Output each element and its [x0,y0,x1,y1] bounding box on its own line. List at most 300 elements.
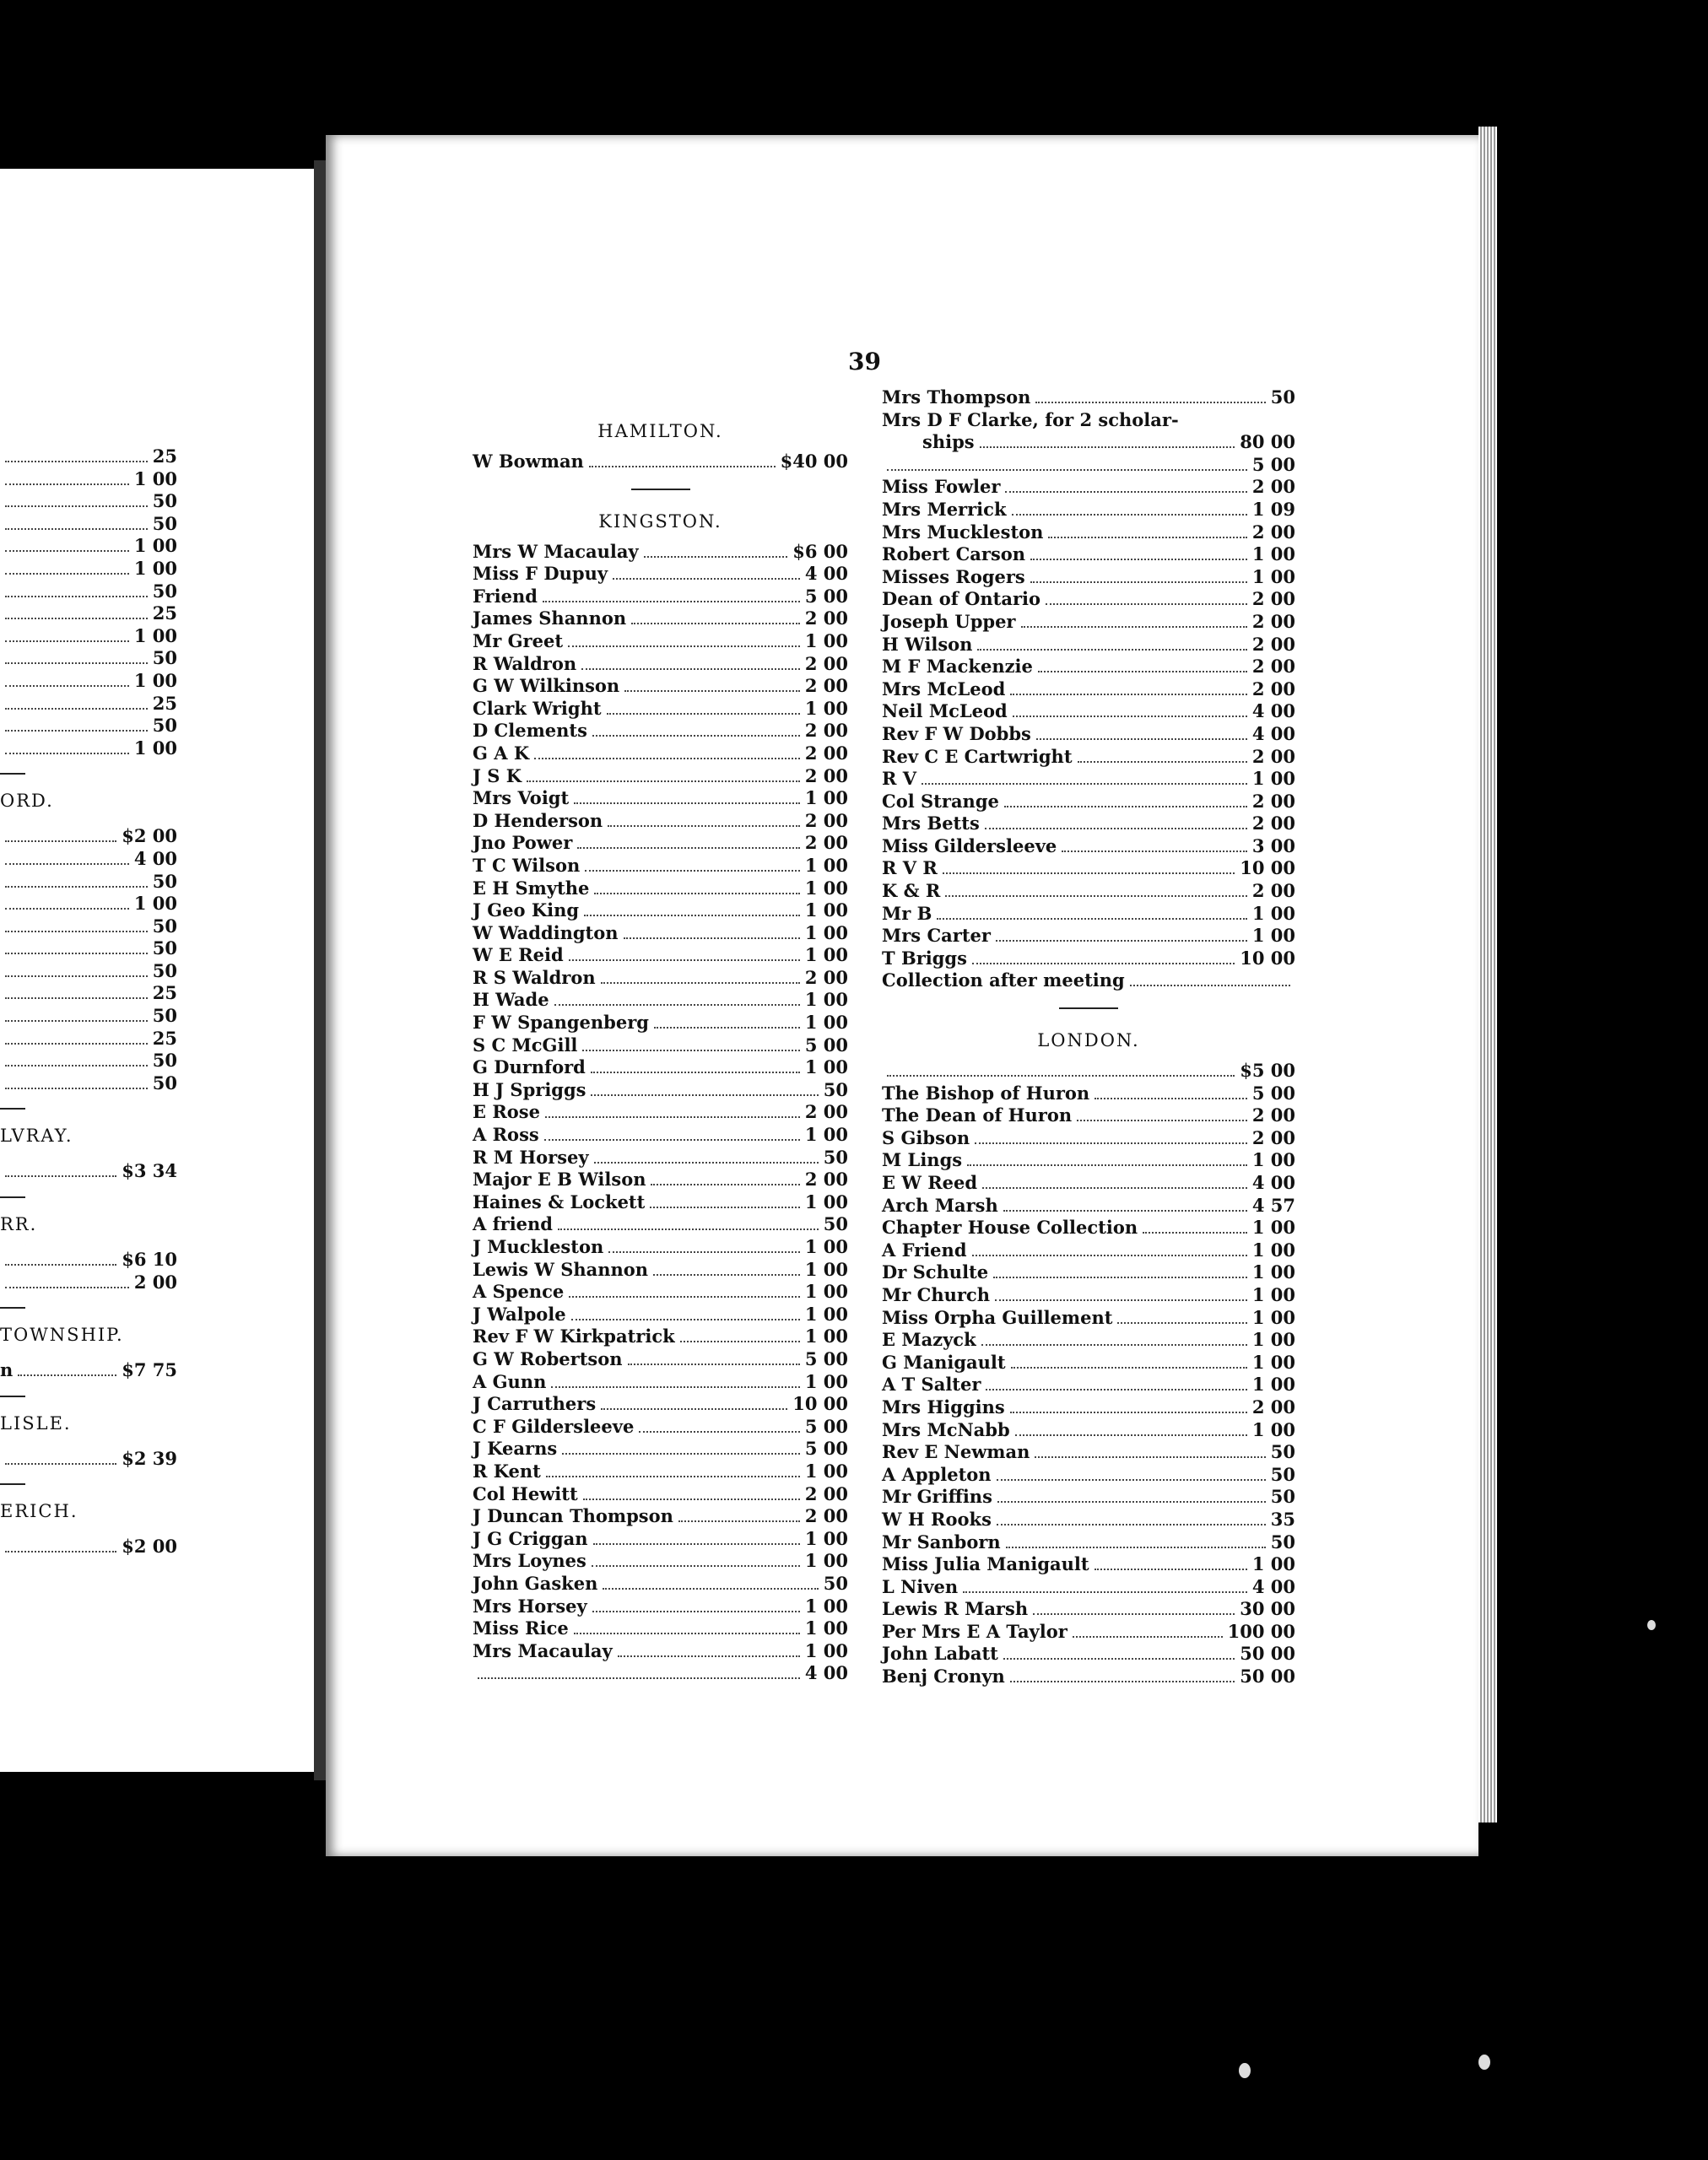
donor-name: K & R [882,880,941,902]
donor-name: Miss F Dupuy [473,563,608,585]
list-item [473,1617,848,1640]
donor-name: ships [922,431,975,453]
donation-amount: 1 00 [1251,768,1295,790]
leader-dots [1003,1210,1247,1212]
donation-amount: 2 00 [804,1482,848,1504]
donation-amount: 1 00 [1251,1418,1295,1440]
leader-dots [985,828,1247,829]
list-item [882,1464,1295,1487]
donation-amount: 1 00 [133,535,177,557]
debris-mark [1478,2055,1490,2070]
list-item [0,1072,177,1095]
section-heading: ERICH. [0,1501,78,1522]
list-item [882,678,1295,701]
leader-dots [653,1274,800,1276]
donation-amount: 50 [152,870,177,892]
donor-name: Mrs Loynes [473,1550,586,1572]
list-item [0,1448,177,1471]
list-item [882,409,1295,432]
donor-name: Mrs Macaulay [473,1639,613,1661]
list-item [882,1261,1295,1284]
donation-amount: 4 00 [1251,1172,1295,1193]
donation-amount: 50 [152,1072,177,1094]
list-item [882,1217,1295,1239]
donor-name: A friend [473,1213,553,1235]
donation-amount: 2 00 [1251,610,1295,632]
donation-amount: 1 00 [1251,565,1295,587]
leader-dots [5,1264,116,1266]
donation-amount: 50 [823,1146,848,1168]
donor-name: Dr Schulte [882,1261,989,1283]
donation-amount: 1 00 [804,1056,848,1078]
leader-dots [997,1524,1266,1526]
donation-amount: 2 00 [1251,476,1295,498]
donation-amount: 1 00 [1251,1351,1295,1373]
list-item [473,1505,848,1528]
leader-dots [5,840,116,842]
donor-name: Mrs Higgins [882,1396,1005,1418]
donation-amount: 50 [152,715,177,737]
donor-name: F W Spangenberg [473,1012,649,1034]
leader-dots [594,893,799,894]
donation-amount: 1 00 [804,989,848,1011]
leader-dots [584,915,800,916]
leader-dots [5,753,129,754]
leader-dots [5,461,148,462]
list-item [882,521,1295,544]
list-item [473,765,848,788]
list-item [473,1147,848,1169]
list-item [882,768,1295,791]
donor-name: E W Reed [882,1172,978,1193]
list-item [0,893,177,915]
list-item [473,878,848,900]
debris-mark [1239,2063,1251,2078]
donor-name: T Briggs [882,947,967,969]
leader-dots [568,645,800,647]
donation-amount: 50 [823,1078,848,1100]
leader-dots [997,1479,1266,1481]
donation-amount: 1 00 [1251,1261,1295,1283]
leader-dots [651,1184,799,1185]
section-heading: LVRAY. [0,1126,73,1147]
leader-dots [18,1374,116,1376]
donor-name: Col Hewitt [473,1482,578,1504]
donation-amount: 50 [152,1005,177,1027]
leader-dots [1010,1681,1235,1682]
leader-dots [624,937,800,939]
list-item [0,468,177,491]
donor-name: W Bowman [473,451,584,472]
list-item [0,1272,177,1294]
leader-dots [1021,626,1247,628]
leader-dots [5,1088,148,1089]
donation-amount: 2 00 [804,1169,848,1191]
list-item [882,1352,1295,1374]
donor-name: J S K [473,764,522,786]
list-item [0,670,177,693]
leader-dots [1030,559,1247,560]
leader-dots [5,685,129,687]
list-item [882,1083,1295,1105]
leader-dots [5,1287,129,1288]
donation-amount: 10 00 [792,1393,848,1415]
list-item [0,693,177,716]
list-item [882,1239,1295,1262]
donation-amount: 1 00 [1251,1329,1295,1351]
donation-amount: 2 00 [804,675,848,697]
list-item [473,1483,848,1506]
kingston-london-column [882,386,1295,1688]
leader-dots [1010,1412,1247,1413]
list-item [473,787,848,810]
donation-amount: 25 [152,1027,177,1049]
leader-dots [581,668,800,670]
row-prefix: n [0,1359,14,1381]
leader-dots [981,1344,1247,1346]
kingston-continued-list [882,386,1295,992]
leader-dots [644,556,788,558]
list-item [473,1236,848,1259]
leader-dots [993,1277,1247,1278]
donation-amount: 50 [152,580,177,602]
list-item [882,813,1295,835]
section-divider [0,1396,25,1397]
list-item [882,1195,1295,1218]
list-item [473,1640,848,1663]
donation-amount: 2 00 [804,1505,848,1527]
leader-dots [5,483,129,485]
page-edges [1478,127,1497,1822]
leader-dots [569,1296,800,1298]
leader-dots [591,1094,818,1096]
list-item [882,1621,1295,1644]
list-item [473,451,848,473]
donation-amount: 2 00 [804,809,848,831]
leader-dots [544,1139,800,1141]
leader-dots [1005,491,1246,493]
donor-name: J Duncan Thompson [473,1505,673,1527]
leader-dots [967,1164,1247,1166]
hamilton-kingston-column [473,412,848,1685]
leader-dots [972,1255,1247,1256]
leader-dots [1010,694,1247,695]
donation-amount: 1 00 [804,629,848,651]
list-item [473,899,848,922]
section-divider [0,1483,25,1485]
donation-amount: $5 00 [1240,1060,1295,1082]
donation-amount: 1 00 [133,557,177,579]
list-item [882,476,1295,499]
leader-dots [1046,603,1247,605]
list-item [882,656,1295,678]
leader-dots [650,1207,800,1208]
donation-amount: 4 57 [1251,1194,1295,1216]
donor-name: John Labatt [882,1643,998,1665]
donation-amount: 25 [152,982,177,1004]
list-item [473,944,848,967]
donor-name: C F Gildersleeve [473,1415,635,1437]
donor-name: Joseph Upper [882,610,1016,632]
donor-name: Lewis R Marsh [882,1598,1029,1620]
donation-amount: 2 00 [1251,656,1295,678]
leader-dots [624,690,800,692]
section-heading-hamilton: HAMILTON. [597,421,723,441]
donor-name: R V [882,768,917,790]
leader-dots [1003,1658,1235,1660]
list-item [473,1259,848,1282]
section-divider [631,489,690,490]
donor-name: J Walpole [473,1303,566,1325]
donation-amount: 2 00 [1251,1126,1295,1148]
donation-amount: 50 [1270,1463,1295,1485]
donation-amount: 1 00 [804,1550,848,1572]
donation-amount: 50 [152,1050,177,1072]
list-item [473,698,848,721]
list-item [882,1419,1295,1442]
section-divider [0,1108,25,1110]
donor-name: Rev C E Cartwright [882,745,1073,767]
donor-name: Miss Orpha Guillement [882,1306,1113,1328]
list-item [473,1213,848,1236]
donation-amount: $7 75 [122,1359,177,1381]
list-item [0,602,177,625]
list-item [473,586,848,608]
donation-amount: 50 [823,1213,848,1235]
list-item [882,791,1295,813]
leader-dots [1143,1232,1247,1234]
leader-dots [1035,402,1265,403]
donation-amount: 1 00 [804,1281,848,1303]
donor-name: D Henderson [473,809,603,831]
list-item [473,967,848,990]
leader-dots [1038,671,1247,672]
donor-name: Misses Rogers [882,565,1025,587]
section-heading: ORD. [0,791,54,812]
list-item [473,1034,848,1057]
leader-dots [1004,806,1247,807]
list-item [0,915,177,938]
donor-name: Rev F W Kirkpatrick [473,1326,675,1347]
list-item [882,700,1295,723]
donor-name: Mr B [882,902,932,924]
donor-name: H J Spriggs [473,1078,586,1100]
leader-dots [5,618,148,619]
leader-dots [1130,985,1290,986]
donation-amount: $2 00 [122,825,177,847]
leader-dots [1048,537,1246,538]
donation-amount: $40 00 [780,451,848,472]
list-item [0,625,177,648]
donation-amount: 1 00 [133,624,177,646]
donation-amount: 1 00 [804,787,848,809]
leader-dots [534,758,800,759]
donation-amount: 1 00 [1251,1553,1295,1575]
donation-amount: 1 00 [133,893,177,915]
donation-amount: 50 [1270,1441,1295,1463]
donor-name: D Clements [473,720,587,742]
donor-name: John Gasken [473,1572,598,1594]
donation-amount: 2 00 [1251,633,1295,655]
donor-name: G Durnford [473,1056,586,1078]
leader-dots [654,1027,800,1029]
donor-name: The Bishop of Huron [882,1082,1090,1104]
donation-amount: 2 00 [1251,813,1295,834]
donation-amount: 1 00 [1251,1374,1295,1396]
leader-dots [5,931,148,932]
leader-dots [887,469,1247,471]
donation-amount: 35 [1270,1508,1295,1530]
leader-dots [1073,1636,1223,1638]
donation-amount: 2 00 [804,832,848,854]
donor-name: Friend [473,585,538,607]
donor-name: E H Smythe [473,877,590,899]
donation-amount: 50 [823,1572,848,1594]
leader-dots [592,735,800,737]
list-item [0,960,177,983]
donation-amount: $6 00 [792,540,848,562]
donation-amount: 30 00 [1240,1598,1295,1620]
donor-name: M Lings [882,1149,963,1171]
donation-amount: 5 00 [1251,1082,1295,1104]
donation-amount: 1 00 [804,1617,848,1639]
leader-dots [5,505,148,507]
donation-amount: 1 00 [133,467,177,489]
leader-dots [5,550,129,552]
leader-dots [997,1501,1266,1503]
list-item [0,1005,177,1028]
list-item [882,1598,1295,1621]
list-item [473,1056,848,1079]
leader-dots [551,1386,800,1388]
list-item [882,1060,1295,1083]
list-item [473,1438,848,1461]
donation-amount: 2 00 [1251,588,1295,610]
donor-name: E Mazyck [882,1329,976,1351]
donor-name: The Dean of Huron [882,1104,1073,1126]
leader-dots [5,1175,116,1177]
leader-dots [1062,850,1247,852]
donation-amount: 1 00 [804,1191,848,1212]
donor-name: A T Salter [882,1374,981,1396]
list-item [882,1486,1295,1509]
list-item [882,857,1295,880]
donor-name: Mrs Muckleston [882,521,1044,543]
leader-dots [1095,1098,1247,1099]
section-heading: TOWNSHIP. [0,1325,124,1346]
list-item [882,1127,1295,1150]
leader-dots [963,1591,1247,1593]
list-item [882,1553,1295,1576]
donor-name: Col Strange [882,790,999,812]
donation-amount: 50 00 [1240,1643,1295,1665]
donation-amount: 1 00 [133,669,177,691]
list-item [473,832,848,855]
donation-amount: 2 00 [1251,1396,1295,1418]
donor-name: Mr Greet [473,629,564,651]
donation-amount: 80 00 [1240,431,1295,453]
list-item [882,1284,1295,1307]
donor-name: Haines & Lockett [473,1191,646,1212]
debris-mark [1647,1620,1656,1630]
leader-dots [5,1551,116,1552]
donation-amount: $2 39 [122,1447,177,1469]
donor-name: M F Mackenzie [882,656,1033,678]
leader-dots [5,573,129,575]
donation-amount: 5 00 [1251,453,1295,475]
list-item [882,1307,1295,1330]
donor-name: A Friend [882,1239,967,1261]
leader-dots [945,895,1247,897]
list-item [473,922,848,945]
donor-name: Per Mrs E A Taylor [882,1620,1068,1642]
list-item [882,903,1295,926]
list-item [882,588,1295,611]
section-divider [1059,1007,1118,1009]
list-item [882,948,1295,970]
donation-amount: 2 00 [804,608,848,629]
list-item [882,969,1295,992]
donation-amount: 1 00 [804,1236,848,1257]
list-item [0,1160,177,1183]
donation-amount: 2 00 [804,1101,848,1123]
leader-dots [5,997,148,999]
donation-amount: 4 00 [1251,1575,1295,1597]
donation-amount: 1 00 [1251,925,1295,947]
leader-dots [980,446,1235,448]
leader-dots [569,959,800,961]
donation-amount: 1 00 [804,1527,848,1549]
list-item [473,675,848,698]
leader-dots [603,1588,818,1590]
donation-amount: 2 00 [1251,1104,1295,1126]
donor-name: A Appleton [882,1463,992,1485]
list-item [0,490,177,513]
donation-amount: 2 00 [1251,880,1295,902]
list-item [0,1536,177,1558]
leader-dots [5,662,148,664]
list-item [0,535,177,558]
list-item [882,723,1295,746]
leader-dots [982,1187,1247,1189]
donation-amount: 1 00 [804,854,848,876]
donation-amount: 4 00 [1251,700,1295,722]
list-item [882,543,1295,566]
list-item [882,1104,1295,1127]
list-item [473,563,848,586]
left-page-column [0,446,177,1558]
donor-name: Neil McLeod [882,700,1008,722]
page-number: 39 [848,348,881,375]
donor-name: L Niven [882,1575,959,1597]
donation-amount: 1 00 [804,1639,848,1661]
list-item [473,1326,848,1348]
leader-dots [545,1116,800,1118]
donation-amount: 50 00 [1240,1666,1295,1688]
leader-dots [1035,1456,1265,1458]
leader-dots [5,640,129,642]
list-item [473,630,848,653]
donation-amount: 50 [152,937,177,959]
leader-dots [5,908,129,910]
list-item [882,431,1295,454]
donation-amount: 50 [1270,1486,1295,1508]
list-item [473,1124,848,1147]
list-item [882,454,1295,477]
donor-name: Mr Sanborn [882,1531,1001,1552]
list-item [473,1169,848,1191]
list-item [0,871,177,894]
